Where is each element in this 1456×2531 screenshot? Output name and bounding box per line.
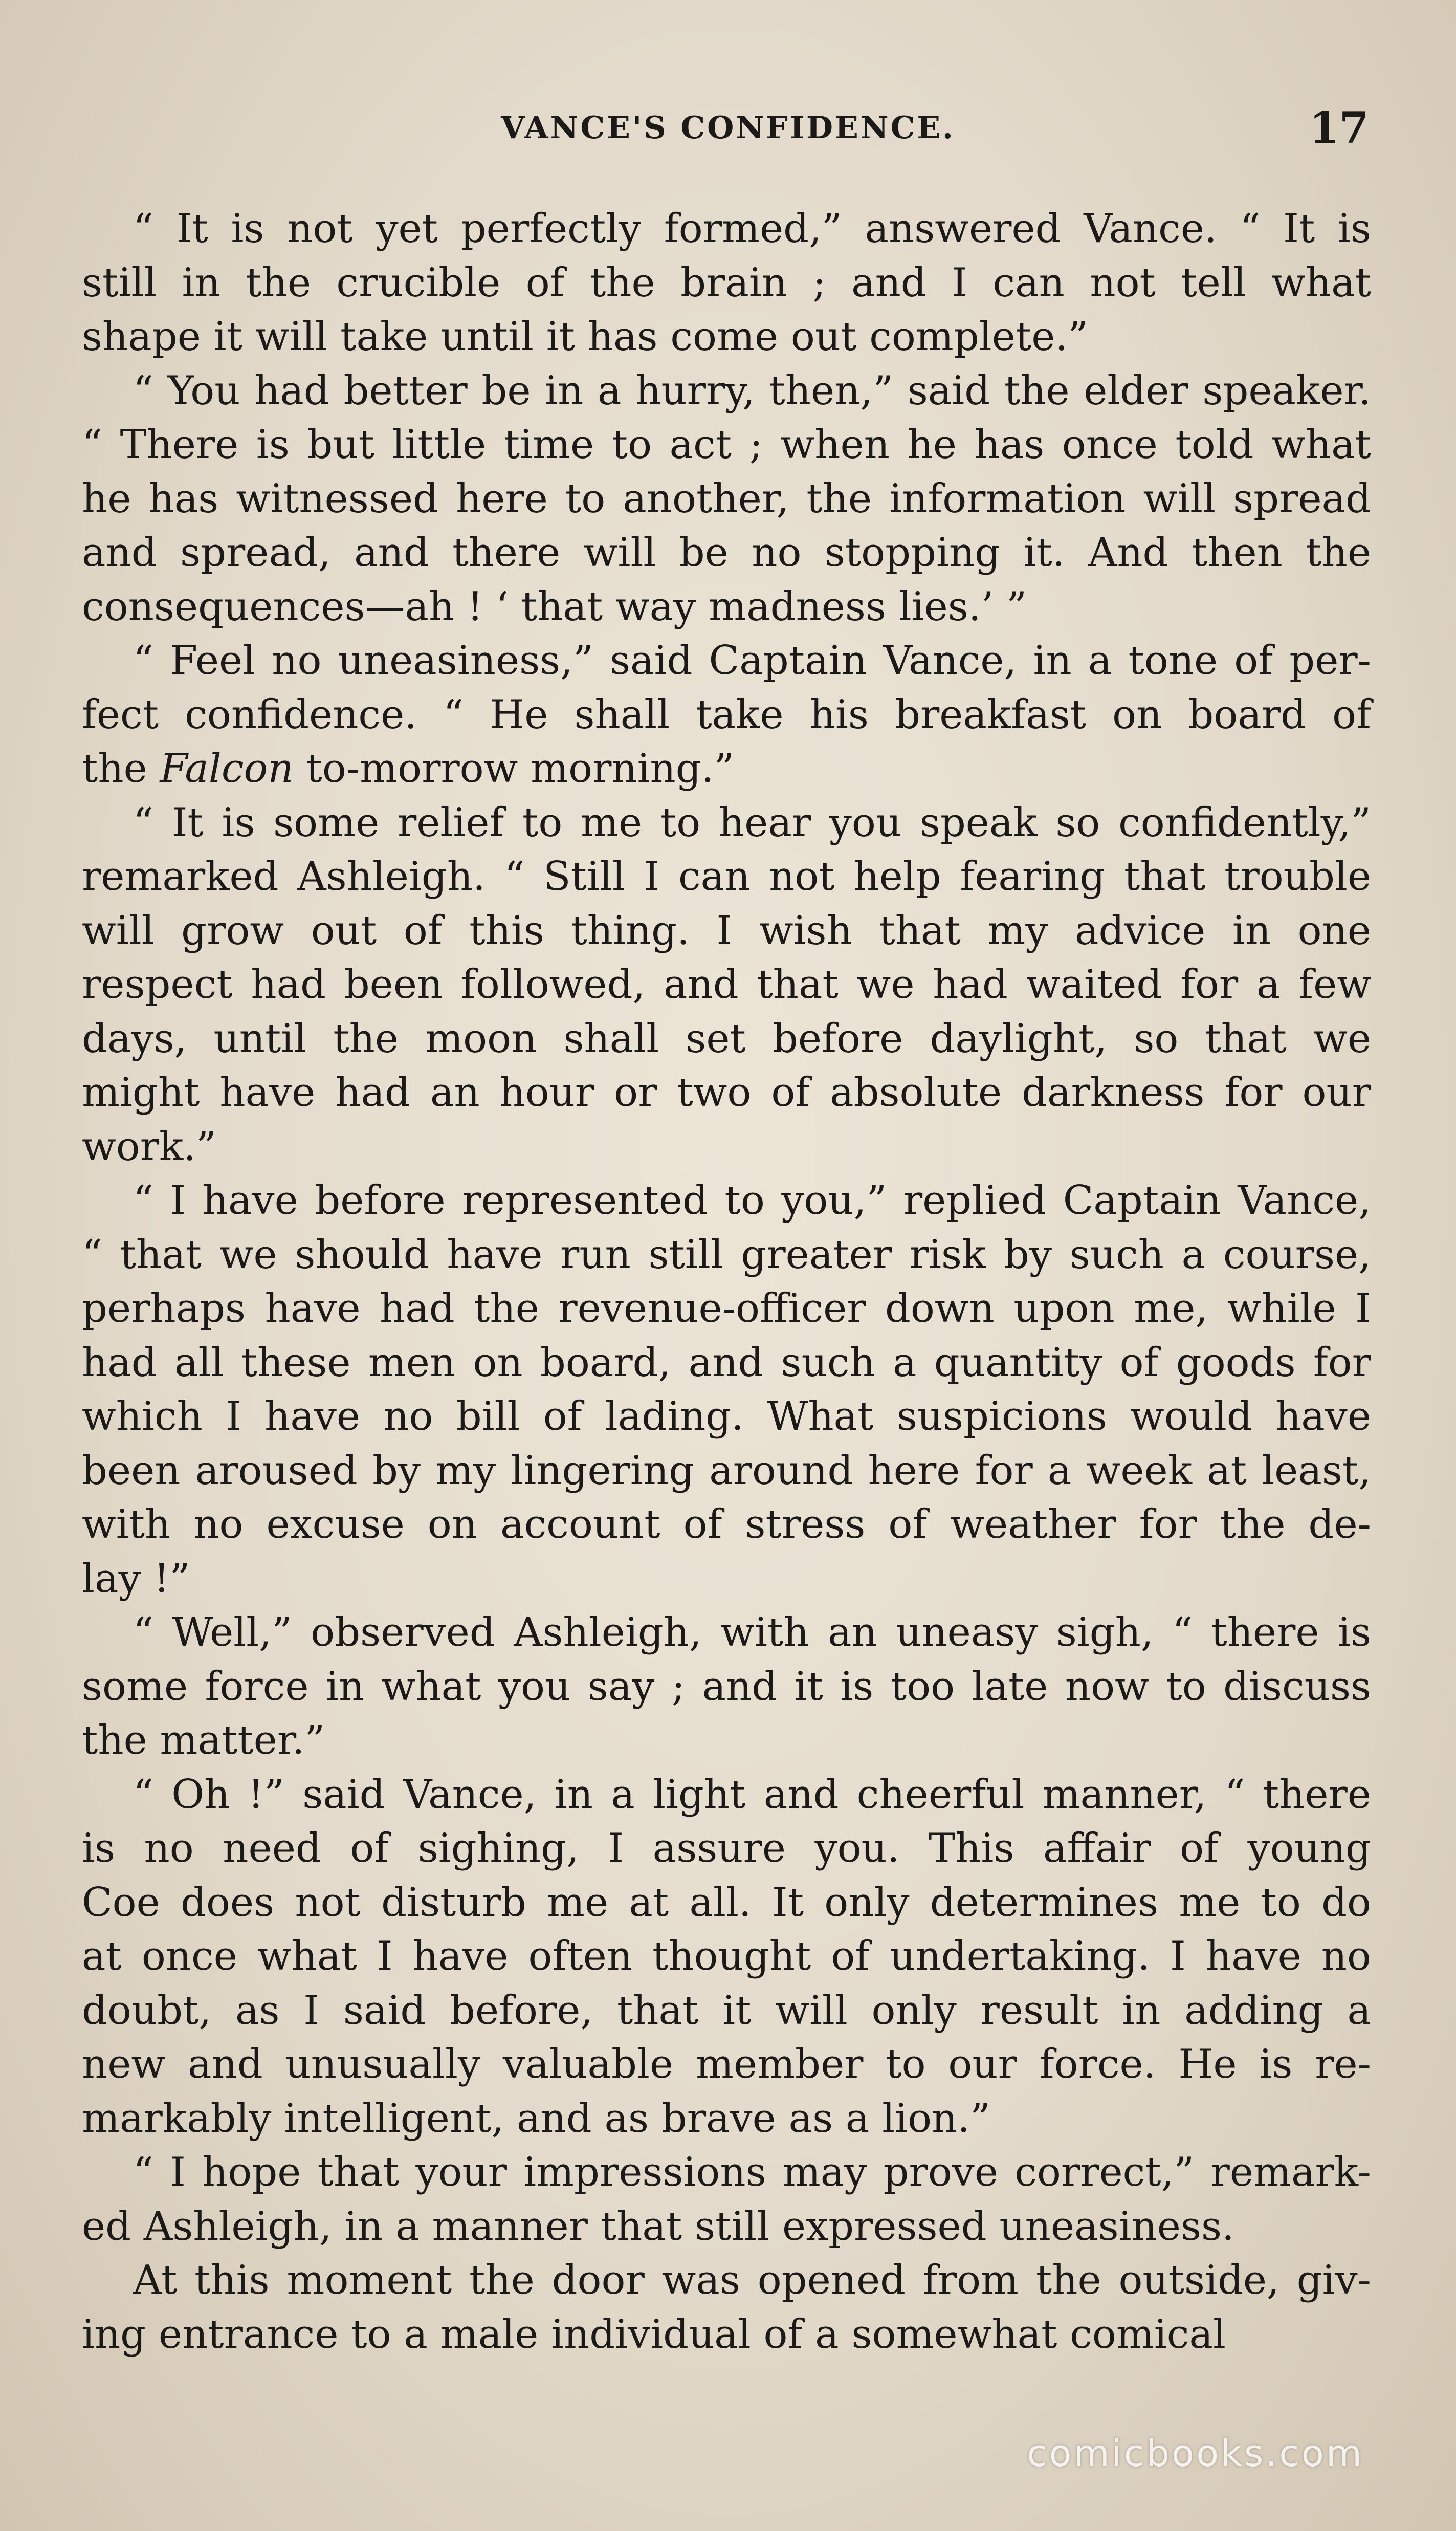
page-number: 17	[1309, 102, 1369, 153]
running-header	[77, 100, 1379, 156]
text-line: “ that we should have run still greater risk by such a course,	[82, 1231, 1371, 1278]
page-title: VANCE'S CONFIDENCE.	[501, 110, 955, 146]
text-line: markably intelligent, and as brave as a lion.”	[82, 2095, 990, 2142]
text-line: work.”	[82, 1123, 216, 1170]
text-line: “ It is not yet perfectly formed,” answered Vance. “ It is	[133, 206, 1371, 252]
text-line: At this moment the door was opened from the outside, giv-	[133, 2257, 1371, 2303]
text-line: remarked Ashleigh. “ Still I can not help fearing that trouble	[82, 854, 1371, 900]
text-line: he has witnessed here to another, the information will spread	[82, 475, 1371, 522]
text-line: “ Oh !” said Vance, in a light and cheerful manner, “ there	[133, 1771, 1371, 1818]
text-line: “ You had better be in a hurry, then,” said the elder speaker.	[133, 367, 1371, 414]
text-line: “ I hope that your impressions may prove correct,” remark-	[133, 2149, 1371, 2195]
text-line: might have had an hour or two of absolute darkness for our	[82, 1070, 1371, 1116]
text-line: which I have no bill of lading. What suspicions would have	[82, 1393, 1371, 1439]
text-line: shape it will take until it has come out complete.”	[82, 314, 1089, 360]
ship-name: Falcon	[160, 746, 294, 792]
body-text	[82, 202, 1371, 2362]
text-line: is no need of sighing, I assure you. This affair of young	[82, 1825, 1371, 1871]
text-line: respect had been followed, and that we had waited for a few	[82, 962, 1371, 1008]
text-line: Coe does not disturb me at all. It only determines me to do	[82, 1879, 1371, 1926]
text-line: doubt, as I said before, that it will only result in adding a	[82, 1987, 1371, 2034]
text-line: the Falcon to-morrow morning.”	[82, 746, 735, 792]
text-line: ing entrance to a male individual of a somewhat comical	[82, 2311, 1226, 2358]
text-line: lay !”	[82, 1555, 190, 1602]
text-line: new and unusually valuable member to our force. He is re-	[82, 2041, 1371, 2087]
text-line: “ I have before represented to you,” replied Captain Vance,	[133, 1177, 1371, 1224]
text-line: still in the crucible of the brain ; and I can not tell what	[82, 259, 1371, 306]
text-line: fect confidence. “ He shall take his breakfast on board of	[82, 691, 1371, 738]
watermark: comicbooks.com	[1026, 2432, 1364, 2475]
text-line: the matter.”	[82, 1717, 325, 1763]
text-line: had all these men on board, and such a quantity of goods for	[82, 1339, 1371, 1386]
text-line: days, until the moon shall set before daylight, so that we	[82, 1015, 1371, 1062]
text-line: some force in what you say ; and it is too late now to discuss	[82, 1663, 1371, 1710]
text-line: “ Feel no uneasiness,” said Captain Vance, in a tone of per-	[133, 638, 1371, 684]
text-line: ed Ashleigh, in a manner that still expressed uneasiness.	[82, 2203, 1234, 2250]
text-line: perhaps have had the revenue-officer down upon me, while I	[82, 1285, 1371, 1332]
text-line: at once what I have often thought of undertaking. I have no	[82, 1933, 1371, 1979]
text-line: and spread, and there will be no stopping it. And then the	[82, 530, 1371, 576]
text-line: “ There is but little time to act ; when he has once told what	[82, 422, 1371, 468]
text-line: consequences—ah ! ‘ that way madness lies.’ ”	[82, 583, 1027, 630]
text-line: “ Well,” observed Ashleigh, with an uneasy sigh, “ there is	[133, 1609, 1371, 1655]
text-line: been aroused by my lingering around here for a week at least,	[82, 1447, 1371, 1494]
text-line: “ It is some relief to me to hear you speak so confidently,”	[133, 799, 1371, 846]
text-line: will grow out of this thing. I wish that my advice in one	[82, 907, 1371, 954]
text-line: with no excuse on account of stress of weather for the de-	[82, 1501, 1371, 1547]
